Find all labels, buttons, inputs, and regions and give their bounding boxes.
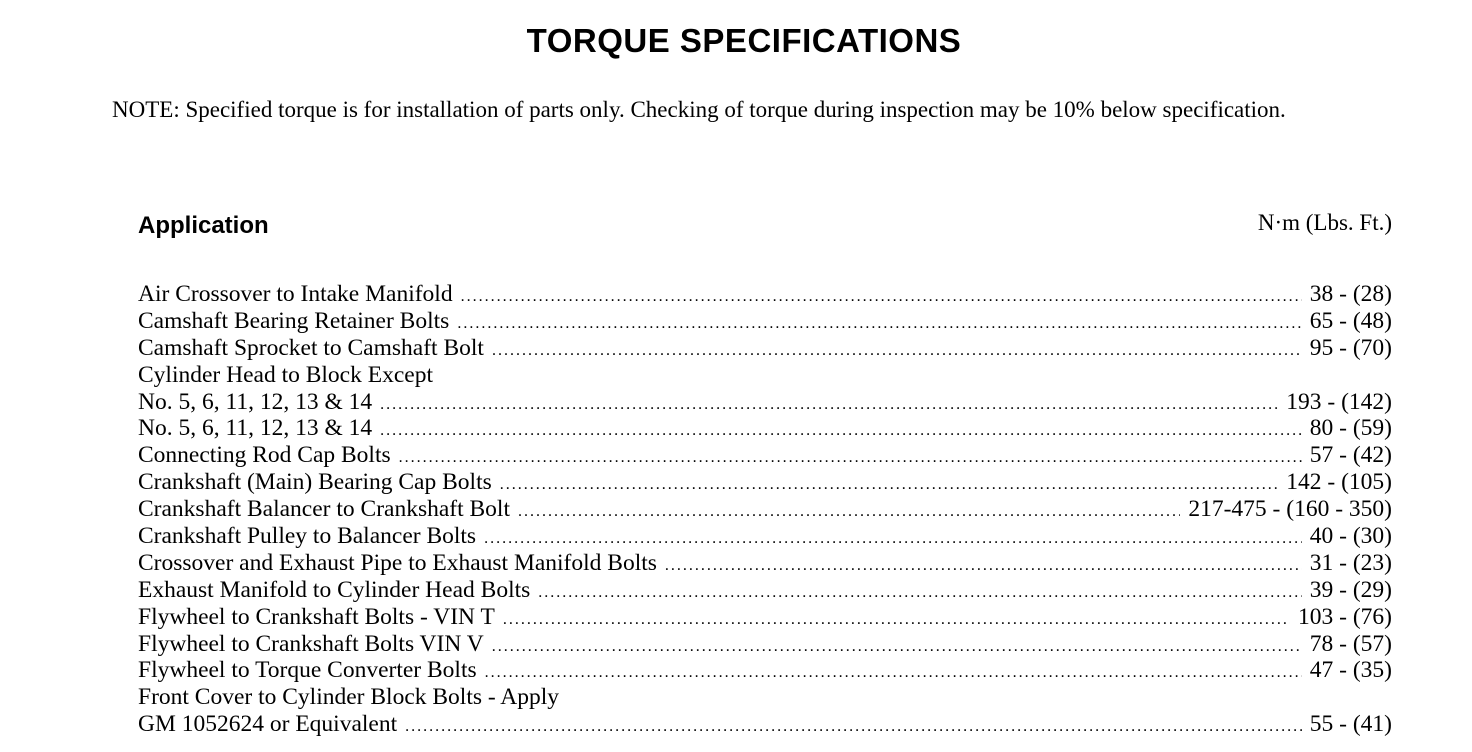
dot-leader bbox=[380, 418, 1302, 445]
column-header-application: Application bbox=[138, 212, 269, 239]
spec-label: Camshaft Sprocket to Camshaft Bolt bbox=[138, 334, 484, 361]
dot-leader bbox=[405, 714, 1302, 741]
spec-value: 38 - (28) bbox=[1309, 281, 1392, 307]
spec-value: 217-475 - (160 - 350) bbox=[1188, 496, 1392, 523]
spec-label: Flywheel to Torque Converter Bolts bbox=[138, 657, 477, 684]
spec-label: No. 5, 6, 11, 12, 13 & 14 bbox=[138, 388, 373, 415]
spec-value: 78 - (57) bbox=[1309, 630, 1392, 657]
dot-leader bbox=[457, 311, 1301, 338]
spec-row bbox=[138, 550, 1392, 577]
dot-leader bbox=[461, 284, 1302, 311]
dot-leader bbox=[492, 634, 1302, 661]
dot-leader bbox=[665, 553, 1302, 580]
spec-value: 40 - (30) bbox=[1309, 523, 1392, 550]
spec-row bbox=[138, 469, 1392, 496]
spec-label: Crankshaft (Main) Bearing Cap Bolts bbox=[138, 469, 492, 496]
spec-value: 31 - (23) bbox=[1309, 549, 1392, 576]
dot-leader bbox=[503, 607, 1290, 634]
spec-value: 142 - (105) bbox=[1286, 469, 1392, 496]
spec-row bbox=[138, 308, 1392, 335]
spec-row bbox=[138, 442, 1392, 469]
spec-label: Connecting Rod Cap Bolts bbox=[138, 442, 391, 469]
column-header-units: N·m (Lbs. Ft.) bbox=[1257, 210, 1392, 235]
spec-value: 193 - (142) bbox=[1286, 388, 1392, 415]
spec-row-heading bbox=[138, 362, 1392, 389]
spec-row bbox=[138, 415, 1392, 442]
spec-label: Air Crossover to Intake Manifold bbox=[138, 281, 453, 307]
page-title: TORQUE SPECIFICATIONS bbox=[526, 22, 962, 59]
spec-value: 47 - (35) bbox=[1309, 657, 1392, 684]
spec-label: Crankshaft Balancer to Crankshaft Bolt bbox=[138, 496, 510, 523]
spec-row bbox=[138, 496, 1392, 523]
dot-leader bbox=[399, 445, 1302, 472]
spec-label: Flywheel to Crankshaft Bolts - VIN T bbox=[138, 603, 495, 630]
spec-label: Cylinder Head to Block Except bbox=[138, 361, 433, 388]
dot-leader bbox=[492, 338, 1302, 365]
spec-label: Camshaft Bearing Retainer Bolts bbox=[138, 307, 450, 334]
spec-value: 65 - (48) bbox=[1309, 307, 1392, 334]
spec-row bbox=[138, 389, 1392, 416]
spec-row bbox=[138, 577, 1392, 604]
spec-row bbox=[138, 631, 1392, 658]
dot-leader bbox=[484, 526, 1302, 553]
spec-label: Flywheel to Crankshaft Bolts VIN V bbox=[138, 630, 484, 657]
note-paragraph: NOTE: Specified torque is for installation of parts only. Checking of torque during inspection may be 10% below specification. bbox=[112, 97, 1286, 122]
spec-row bbox=[138, 523, 1392, 550]
spec-label: Crankshaft Pulley to Balancer Bolts bbox=[138, 523, 477, 550]
torque-spec-list bbox=[138, 281, 1392, 738]
spec-row bbox=[138, 604, 1392, 631]
dot-leader bbox=[538, 580, 1301, 607]
dot-leader bbox=[380, 392, 1278, 419]
spec-row-heading bbox=[138, 684, 1392, 711]
spec-row bbox=[138, 335, 1392, 362]
spec-label: Crossover and Exhaust Pipe to Exhaust Manifold Bolts bbox=[138, 549, 657, 576]
spec-value: 95 - (70) bbox=[1309, 334, 1392, 361]
spec-value: 80 - (59) bbox=[1309, 415, 1392, 442]
spec-row bbox=[138, 657, 1392, 684]
dot-leader bbox=[518, 499, 1180, 526]
spec-label: No. 5, 6, 11, 12, 13 & 14 bbox=[138, 415, 373, 442]
dot-leader bbox=[500, 472, 1279, 499]
spec-row bbox=[138, 281, 1392, 308]
spec-value: 55 - (41) bbox=[1309, 711, 1392, 738]
spec-label: GM 1052624 or Equivalent bbox=[138, 711, 398, 738]
dot-leader bbox=[485, 660, 1302, 687]
spec-row bbox=[138, 711, 1392, 738]
spec-label: Front Cover to Cylinder Block Bolts - Apply bbox=[138, 684, 560, 711]
spec-value: 103 - (76) bbox=[1298, 603, 1392, 630]
spec-label: Exhaust Manifold to Cylinder Head Bolts bbox=[138, 576, 531, 603]
spec-value: 57 - (42) bbox=[1309, 442, 1392, 469]
spec-value: 39 - (29) bbox=[1309, 576, 1392, 603]
